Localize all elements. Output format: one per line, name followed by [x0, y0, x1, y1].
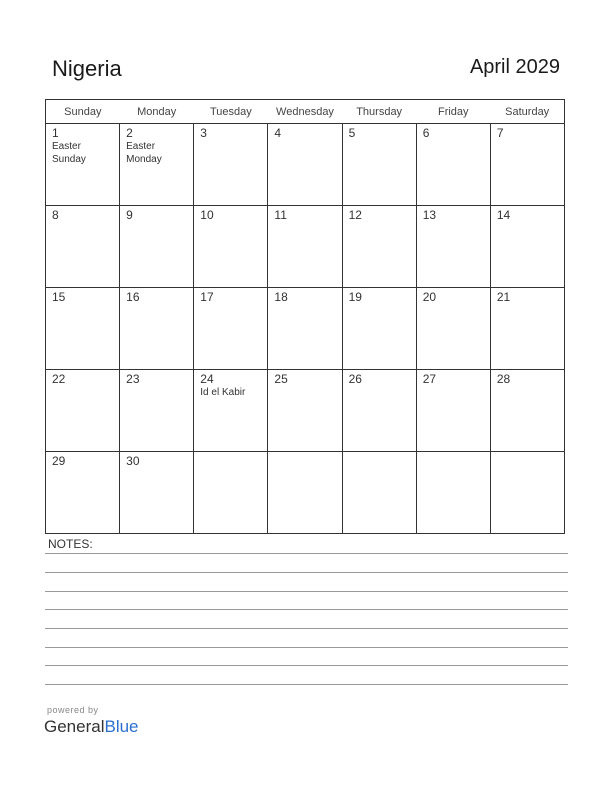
- day-cell: [46, 206, 120, 288]
- holiday-label: Easter Sunday: [52, 141, 86, 165]
- note-line: [45, 609, 568, 610]
- day-cell-empty: [268, 452, 342, 534]
- day-cell: [46, 124, 120, 206]
- day-number: 1: [52, 126, 59, 140]
- day-number: 16: [126, 290, 140, 304]
- day-cell: [268, 124, 342, 206]
- note-line: [45, 647, 568, 648]
- day-number: 5: [348, 126, 356, 140]
- weekday-header: Wednesday: [268, 100, 342, 124]
- week-row: [46, 206, 565, 288]
- day-cell: [416, 206, 490, 288]
- day-cell-empty: [416, 452, 490, 534]
- week-row: [46, 124, 565, 206]
- logo-general-text: General: [44, 717, 105, 736]
- day-number: 30: [126, 454, 140, 468]
- day-cell: [194, 206, 268, 288]
- day-cell-empty: [490, 452, 564, 534]
- day-number: 29: [52, 454, 66, 468]
- day-cell: [490, 370, 564, 452]
- week-row: [46, 452, 565, 534]
- notes-label: NOTES:: [48, 537, 93, 551]
- note-line: [45, 591, 568, 592]
- weekday-header: Sunday: [46, 100, 120, 124]
- day-cell: [490, 124, 564, 206]
- note-line: [45, 628, 568, 629]
- day-cell: [46, 452, 120, 534]
- day-number: 21: [496, 290, 511, 304]
- day-cell: [416, 370, 490, 452]
- day-cell: [120, 288, 194, 370]
- day-cell: [120, 370, 194, 452]
- holiday-label: Id el Kabir: [200, 387, 246, 398]
- day-number: 28: [496, 372, 511, 386]
- day-number: 23: [126, 372, 140, 386]
- day-cell-empty: [194, 452, 268, 534]
- note-line: [45, 684, 568, 685]
- day-number: 13: [422, 208, 437, 222]
- day-cell: [194, 370, 268, 452]
- day-number: 12: [348, 208, 362, 222]
- note-line: [45, 665, 568, 666]
- day-number: 22: [52, 372, 66, 386]
- day-cell: [416, 124, 490, 206]
- day-number: 20: [422, 290, 437, 304]
- day-number: 2: [126, 126, 133, 140]
- weekday-header: Tuesday: [194, 100, 268, 124]
- day-number: 15: [52, 290, 66, 304]
- weekday-header: Saturday: [490, 100, 564, 124]
- day-cell: [194, 124, 268, 206]
- day-cell: [120, 206, 194, 288]
- day-cell: [342, 288, 416, 370]
- day-cell: [120, 124, 194, 206]
- month-year-title: April 2029: [469, 56, 560, 78]
- day-cell-empty: [342, 452, 416, 534]
- weekday-header: Friday: [416, 100, 490, 124]
- day-number: 17: [200, 290, 214, 304]
- day-cell: [46, 370, 120, 452]
- day-number: 7: [496, 126, 504, 140]
- day-cell: [490, 288, 564, 370]
- day-cell: [268, 206, 342, 288]
- note-line: [45, 553, 568, 554]
- day-cell: [342, 124, 416, 206]
- logo-blue-text: Blue: [104, 717, 139, 736]
- day-number: 10: [200, 208, 214, 222]
- generalblue-logo: [44, 717, 139, 737]
- day-number: 18: [274, 290, 288, 304]
- day-number: 25: [274, 372, 288, 386]
- day-number: 11: [274, 208, 287, 222]
- day-cell: [268, 288, 342, 370]
- weekday-header-row: [46, 100, 565, 124]
- weekday-header: Monday: [120, 100, 194, 124]
- day-cell: [268, 370, 342, 452]
- day-number: 26: [348, 372, 362, 386]
- day-cell: [46, 288, 120, 370]
- day-number: 6: [422, 126, 430, 140]
- day-number: 4: [274, 126, 282, 140]
- day-cell: [120, 452, 194, 534]
- day-number: 9: [126, 208, 133, 222]
- day-cell: [416, 288, 490, 370]
- day-cell: [342, 206, 416, 288]
- day-number: 24: [200, 372, 214, 386]
- day-cell: [194, 288, 268, 370]
- country-title: Nigeria: [52, 56, 122, 81]
- week-row: [46, 370, 565, 452]
- calendar-grid: [45, 99, 565, 534]
- week-row: [46, 288, 565, 370]
- day-number: 27: [422, 372, 437, 386]
- holiday-label: Easter Monday: [126, 141, 162, 165]
- powered-by-text: powered by: [47, 705, 99, 715]
- day-number: 3: [200, 126, 207, 140]
- day-cell: [342, 370, 416, 452]
- note-line: [45, 572, 568, 573]
- weekday-header: Thursday: [342, 100, 416, 124]
- day-number: 19: [348, 290, 362, 304]
- day-cell: [490, 206, 564, 288]
- day-number: 8: [52, 208, 59, 222]
- day-number: 14: [496, 208, 511, 222]
